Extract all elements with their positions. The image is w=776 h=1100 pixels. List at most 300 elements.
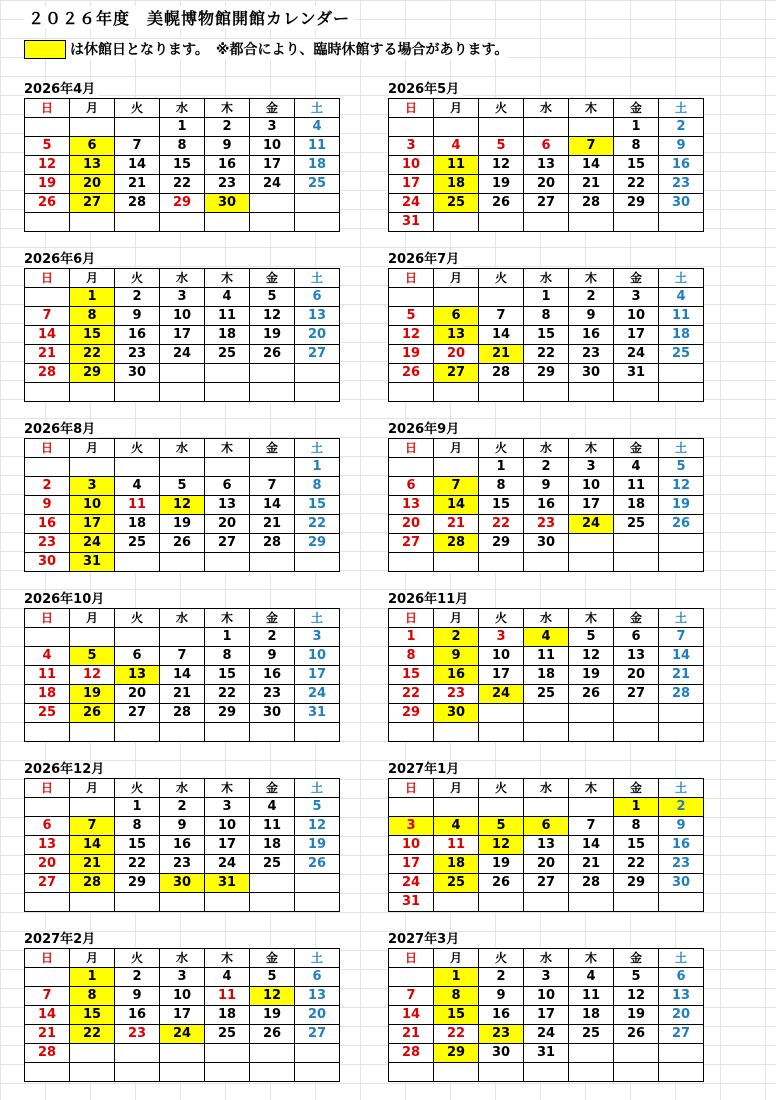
weekday-header: 火 (479, 949, 524, 968)
day-cell: 12 (389, 326, 434, 345)
day-cell: 29 (115, 874, 160, 893)
day-cell: 17 (569, 496, 614, 515)
day-cell: 25 (434, 194, 479, 213)
day-cell (160, 893, 205, 912)
week-row (25, 874, 340, 893)
day-cell: 21 (70, 855, 115, 874)
day-cell: 3 (614, 288, 659, 307)
day-cell: 20 (614, 666, 659, 685)
day-cell: 15 (160, 156, 205, 175)
weekday-header: 日 (389, 269, 434, 288)
weekday-header: 日 (389, 779, 434, 798)
day-cell (70, 458, 115, 477)
day-cell: 5 (479, 137, 524, 156)
day-cell (115, 1044, 160, 1063)
day-cell: 18 (205, 326, 250, 345)
day-cell: 1 (479, 458, 524, 477)
day-cell (160, 383, 205, 402)
day-cell: 9 (434, 647, 479, 666)
week-row (25, 156, 340, 175)
month-table (24, 608, 340, 742)
day-cell: 18 (614, 496, 659, 515)
day-cell (115, 1063, 160, 1082)
day-cell: 14 (160, 666, 205, 685)
day-cell: 1 (70, 288, 115, 307)
day-cell: 7 (250, 477, 295, 496)
day-cell: 22 (389, 685, 434, 704)
day-cell: 1 (295, 458, 340, 477)
day-cell: 14 (70, 836, 115, 855)
day-cell: 4 (250, 798, 295, 817)
day-cell: 28 (434, 534, 479, 553)
day-cell: 19 (614, 1006, 659, 1025)
day-cell: 14 (569, 836, 614, 855)
day-cell (614, 893, 659, 912)
day-cell: 13 (524, 156, 569, 175)
day-cell: 10 (295, 647, 340, 666)
day-cell: 27 (524, 874, 569, 893)
day-cell (569, 893, 614, 912)
day-cell: 31 (389, 893, 434, 912)
day-cell: 21 (434, 515, 479, 534)
weekday-header: 水 (160, 949, 205, 968)
weekday-header: 木 (569, 609, 614, 628)
day-cell: 4 (25, 647, 70, 666)
day-cell: 22 (70, 345, 115, 364)
day-cell: 20 (389, 515, 434, 534)
day-cell: 1 (614, 118, 659, 137)
weekday-header: 金 (250, 609, 295, 628)
day-cell: 2 (160, 798, 205, 817)
day-cell (434, 553, 479, 572)
weekday-header: 日 (25, 439, 70, 458)
day-cell: 3 (250, 118, 295, 137)
day-cell: 24 (205, 855, 250, 874)
day-cell (205, 383, 250, 402)
day-cell: 12 (479, 156, 524, 175)
weekday-header: 木 (205, 609, 250, 628)
day-cell (25, 798, 70, 817)
day-cell (569, 118, 614, 137)
week-row (25, 1025, 340, 1044)
week-row (25, 534, 340, 553)
day-cell: 22 (70, 1025, 115, 1044)
day-cell (524, 1063, 569, 1082)
week-row (25, 288, 340, 307)
day-cell: 6 (434, 307, 479, 326)
day-cell: 17 (389, 855, 434, 874)
day-cell (389, 288, 434, 307)
day-cell (295, 553, 340, 572)
day-cell (205, 364, 250, 383)
day-cell: 14 (434, 496, 479, 515)
day-cell: 5 (389, 307, 434, 326)
weekday-header: 日 (389, 99, 434, 118)
day-cell: 21 (569, 855, 614, 874)
day-cell: 25 (614, 515, 659, 534)
day-cell (25, 723, 70, 742)
day-cell: 6 (524, 817, 569, 836)
day-cell: 1 (524, 288, 569, 307)
month-title: 2027年2月 (24, 932, 99, 948)
weekday-header: 土 (295, 439, 340, 458)
day-cell (479, 798, 524, 817)
weekday-header: 木 (205, 949, 250, 968)
weekday-header: 月 (70, 949, 115, 968)
day-cell: 2 (479, 968, 524, 987)
week-row (389, 893, 704, 912)
weekday-header: 金 (614, 779, 659, 798)
day-cell: 7 (115, 137, 160, 156)
day-cell (569, 798, 614, 817)
week-row (389, 496, 704, 515)
month-calendar (24, 248, 340, 402)
day-cell: 13 (434, 326, 479, 345)
day-cell: 12 (160, 496, 205, 515)
day-cell: 15 (524, 326, 569, 345)
day-cell (569, 723, 614, 742)
day-cell: 10 (250, 137, 295, 156)
week-row (25, 1006, 340, 1025)
weekday-header-row (389, 779, 704, 798)
day-cell: 24 (389, 874, 434, 893)
day-cell: 31 (524, 1044, 569, 1063)
day-cell (659, 723, 704, 742)
day-cell (250, 874, 295, 893)
day-cell (70, 798, 115, 817)
day-cell: 23 (115, 1025, 160, 1044)
day-cell: 25 (115, 534, 160, 553)
day-cell: 15 (434, 1006, 479, 1025)
weekday-header: 日 (389, 609, 434, 628)
week-row (389, 137, 704, 156)
day-cell: 26 (295, 855, 340, 874)
weekday-header: 火 (479, 269, 524, 288)
day-cell: 14 (115, 156, 160, 175)
day-cell (434, 213, 479, 232)
day-cell: 25 (25, 704, 70, 723)
day-cell (160, 553, 205, 572)
day-cell: 18 (659, 326, 704, 345)
day-cell: 27 (295, 345, 340, 364)
day-cell: 9 (160, 817, 205, 836)
month-table (388, 438, 704, 572)
day-cell: 10 (160, 987, 205, 1006)
day-cell: 13 (205, 496, 250, 515)
day-cell: 9 (479, 987, 524, 1006)
day-cell: 9 (250, 647, 295, 666)
week-row (25, 723, 340, 742)
day-cell (389, 1063, 434, 1082)
day-cell: 30 (524, 534, 569, 553)
week-row (25, 798, 340, 817)
month-calendar (388, 418, 704, 572)
week-row (25, 458, 340, 477)
week-row (389, 156, 704, 175)
day-cell: 28 (250, 534, 295, 553)
weekday-header: 水 (524, 99, 569, 118)
day-cell (659, 553, 704, 572)
weekday-header: 土 (295, 269, 340, 288)
day-cell (25, 118, 70, 137)
weekday-header: 土 (295, 779, 340, 798)
week-row (389, 345, 704, 364)
week-row (25, 968, 340, 987)
day-cell (389, 118, 434, 137)
day-cell: 5 (569, 628, 614, 647)
month-table (388, 268, 704, 402)
day-cell (70, 1044, 115, 1063)
day-cell: 23 (250, 685, 295, 704)
day-cell (115, 213, 160, 232)
weekday-header-row (389, 609, 704, 628)
day-cell: 10 (479, 647, 524, 666)
day-cell: 25 (524, 685, 569, 704)
day-cell: 29 (434, 1044, 479, 1063)
day-cell (524, 704, 569, 723)
weekday-header: 土 (295, 609, 340, 628)
week-row (389, 383, 704, 402)
day-cell: 13 (659, 987, 704, 1006)
day-cell: 1 (205, 628, 250, 647)
day-cell (295, 364, 340, 383)
day-cell: 9 (25, 496, 70, 515)
day-cell: 16 (250, 666, 295, 685)
day-cell (70, 723, 115, 742)
day-cell: 20 (70, 175, 115, 194)
week-row (25, 817, 340, 836)
week-row (389, 987, 704, 1006)
day-cell: 2 (115, 968, 160, 987)
day-cell: 5 (479, 817, 524, 836)
month-calendar (388, 928, 704, 1082)
day-cell: 15 (295, 496, 340, 515)
day-cell: 7 (434, 477, 479, 496)
day-cell (115, 553, 160, 572)
legend (24, 39, 508, 59)
day-cell: 20 (295, 326, 340, 345)
day-cell: 25 (295, 175, 340, 194)
week-row (25, 855, 340, 874)
day-cell: 17 (479, 666, 524, 685)
day-cell: 11 (434, 836, 479, 855)
day-cell: 20 (524, 855, 569, 874)
day-cell (295, 874, 340, 893)
day-cell (160, 458, 205, 477)
day-cell (25, 968, 70, 987)
weekday-header: 土 (659, 609, 704, 628)
day-cell: 31 (70, 553, 115, 572)
week-row (389, 1063, 704, 1082)
day-cell (434, 458, 479, 477)
week-row (389, 534, 704, 553)
day-cell: 11 (115, 496, 160, 515)
day-cell (614, 1063, 659, 1082)
day-cell: 2 (205, 118, 250, 137)
day-cell: 6 (389, 477, 434, 496)
day-cell: 30 (659, 874, 704, 893)
day-cell: 5 (295, 798, 340, 817)
day-cell: 3 (389, 137, 434, 156)
weekday-header: 月 (434, 269, 479, 288)
month-title: 2026年10月 (24, 592, 108, 608)
day-cell: 8 (389, 647, 434, 666)
day-cell: 30 (115, 364, 160, 383)
day-cell: 26 (389, 364, 434, 383)
weekday-header: 金 (250, 949, 295, 968)
day-cell: 27 (25, 874, 70, 893)
day-cell: 8 (524, 307, 569, 326)
day-cell: 3 (160, 968, 205, 987)
day-cell: 19 (479, 855, 524, 874)
day-cell (205, 723, 250, 742)
day-cell: 25 (659, 345, 704, 364)
day-cell: 3 (569, 458, 614, 477)
day-cell: 21 (25, 1025, 70, 1044)
day-cell: 16 (569, 326, 614, 345)
day-cell: 2 (434, 628, 479, 647)
day-cell: 3 (524, 968, 569, 987)
weekday-header: 木 (205, 779, 250, 798)
day-cell: 28 (115, 194, 160, 213)
day-cell: 12 (250, 987, 295, 1006)
day-cell: 29 (160, 194, 205, 213)
day-cell: 3 (160, 288, 205, 307)
weekday-header: 月 (434, 779, 479, 798)
day-cell: 9 (659, 137, 704, 156)
day-cell: 26 (160, 534, 205, 553)
day-cell: 7 (389, 987, 434, 1006)
day-cell: 15 (479, 496, 524, 515)
day-cell: 23 (205, 175, 250, 194)
day-cell: 13 (389, 496, 434, 515)
day-cell (205, 553, 250, 572)
day-cell (115, 893, 160, 912)
day-cell: 21 (389, 1025, 434, 1044)
day-cell: 17 (70, 515, 115, 534)
weekday-header: 日 (25, 269, 70, 288)
day-cell: 1 (115, 798, 160, 817)
day-cell: 4 (434, 137, 479, 156)
day-cell: 27 (115, 704, 160, 723)
day-cell: 21 (659, 666, 704, 685)
weekday-header: 月 (70, 609, 115, 628)
day-cell: 8 (614, 817, 659, 836)
day-cell (479, 383, 524, 402)
weekday-header: 火 (115, 779, 160, 798)
day-cell (479, 1063, 524, 1082)
weekday-header: 金 (614, 609, 659, 628)
day-cell: 29 (389, 704, 434, 723)
day-cell (524, 723, 569, 742)
day-cell: 23 (160, 855, 205, 874)
weekday-header-row (389, 949, 704, 968)
weekday-header: 水 (524, 269, 569, 288)
day-cell: 8 (115, 817, 160, 836)
day-cell: 24 (389, 194, 434, 213)
day-cell: 2 (569, 288, 614, 307)
day-cell: 28 (569, 194, 614, 213)
day-cell: 23 (569, 345, 614, 364)
day-cell (569, 213, 614, 232)
day-cell: 23 (524, 515, 569, 534)
week-row (25, 893, 340, 912)
day-cell (524, 383, 569, 402)
day-cell: 14 (25, 1006, 70, 1025)
weekday-header: 木 (569, 949, 614, 968)
day-cell: 23 (434, 685, 479, 704)
day-cell: 31 (389, 213, 434, 232)
day-cell: 19 (70, 685, 115, 704)
weekday-header: 木 (569, 779, 614, 798)
weekday-header: 金 (614, 949, 659, 968)
day-cell (614, 213, 659, 232)
weekday-header: 日 (25, 609, 70, 628)
day-cell (205, 458, 250, 477)
week-row (389, 817, 704, 836)
day-cell: 10 (205, 817, 250, 836)
day-cell (659, 893, 704, 912)
day-cell: 26 (614, 1025, 659, 1044)
day-cell: 18 (569, 1006, 614, 1025)
day-cell (389, 383, 434, 402)
weekday-header: 水 (524, 779, 569, 798)
day-cell (479, 893, 524, 912)
day-cell (569, 1044, 614, 1063)
day-cell (659, 1063, 704, 1082)
weekday-header: 土 (659, 439, 704, 458)
day-cell: 15 (70, 326, 115, 345)
day-cell: 8 (295, 477, 340, 496)
day-cell (479, 213, 524, 232)
day-cell: 17 (250, 156, 295, 175)
day-cell: 12 (295, 817, 340, 836)
day-cell: 19 (569, 666, 614, 685)
weekday-header: 火 (115, 269, 160, 288)
day-cell: 23 (479, 1025, 524, 1044)
day-cell (160, 213, 205, 232)
day-cell: 28 (479, 364, 524, 383)
weekday-header: 土 (295, 949, 340, 968)
week-row (25, 364, 340, 383)
day-cell (70, 383, 115, 402)
day-cell: 26 (479, 194, 524, 213)
day-cell: 25 (434, 874, 479, 893)
day-cell: 17 (295, 666, 340, 685)
weekday-header: 水 (524, 949, 569, 968)
day-cell: 11 (25, 666, 70, 685)
week-row (389, 685, 704, 704)
day-cell: 2 (659, 798, 704, 817)
week-row (389, 968, 704, 987)
week-row (25, 1063, 340, 1082)
week-row (389, 364, 704, 383)
day-cell (524, 213, 569, 232)
weekday-header: 月 (70, 779, 115, 798)
day-cell: 7 (569, 137, 614, 156)
day-cell: 8 (434, 987, 479, 1006)
week-row (25, 345, 340, 364)
day-cell (160, 723, 205, 742)
day-cell (434, 893, 479, 912)
day-cell: 20 (524, 175, 569, 194)
day-cell (434, 118, 479, 137)
closed-day-swatch (24, 40, 66, 59)
weekday-header-row (25, 609, 340, 628)
day-cell: 21 (250, 515, 295, 534)
day-cell (479, 288, 524, 307)
day-cell: 15 (389, 666, 434, 685)
